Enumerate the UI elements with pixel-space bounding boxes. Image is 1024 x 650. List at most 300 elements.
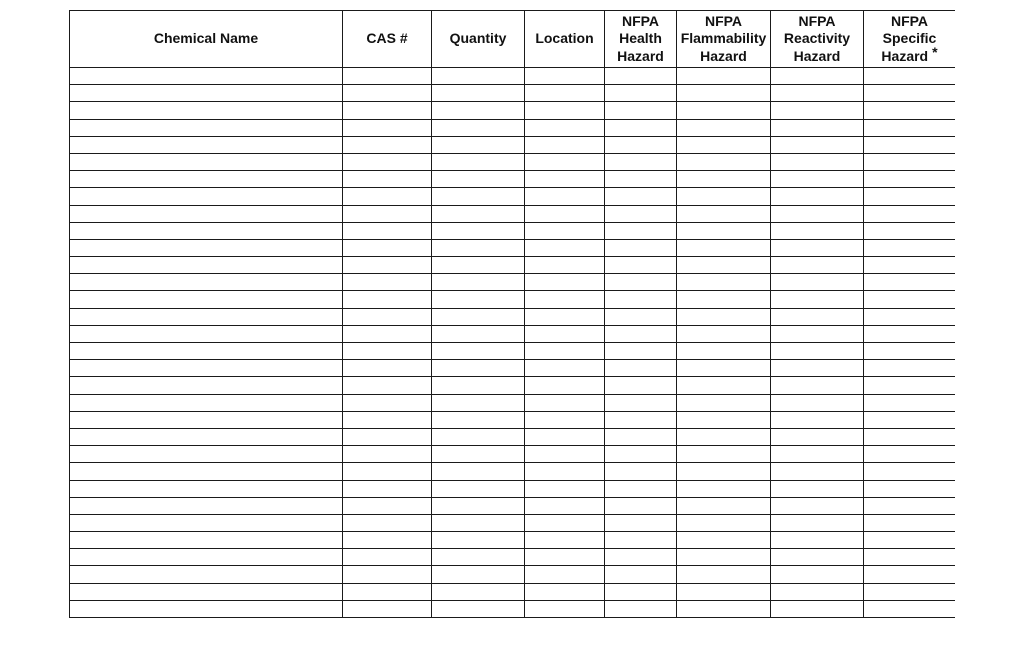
header-line: CAS # — [366, 30, 408, 47]
cell-nfpa-health[interactable] — [605, 566, 677, 583]
table-row — [70, 171, 956, 188]
cell-nfpa-reactivity[interactable] — [771, 394, 864, 411]
cell-nfpa-flammability[interactable] — [677, 205, 771, 222]
cell-quantity[interactable] — [432, 102, 525, 119]
header-line: NFPA — [890, 12, 929, 29]
cell-nfpa-health[interactable] — [605, 205, 677, 222]
cell-nfpa-reactivity[interactable] — [771, 428, 864, 445]
cell-nfpa-health[interactable] — [605, 274, 677, 291]
cell-nfpa-health[interactable] — [605, 188, 677, 205]
table-row — [70, 222, 956, 239]
table-row — [70, 308, 956, 325]
cell-location[interactable] — [525, 343, 605, 360]
cell-location[interactable] — [525, 136, 605, 153]
cell-nfpa-flammability[interactable] — [677, 360, 771, 377]
cell-nfpa-health[interactable] — [605, 446, 677, 463]
cell-nfpa-reactivity[interactable] — [771, 325, 864, 342]
cell-nfpa-flammability[interactable] — [677, 188, 771, 205]
cell-nfpa-flammability[interactable] — [677, 446, 771, 463]
cell-nfpa-specific[interactable] — [864, 222, 956, 239]
cell-nfpa-reactivity[interactable] — [771, 257, 864, 274]
cell-nfpa-flammability[interactable] — [677, 566, 771, 583]
table-row — [70, 119, 956, 136]
cell-nfpa-health[interactable] — [605, 428, 677, 445]
cell-quantity[interactable] — [432, 583, 525, 600]
cell-quantity[interactable] — [432, 239, 525, 256]
cell-nfpa-reactivity[interactable] — [771, 532, 864, 549]
cell-location[interactable] — [525, 68, 605, 85]
cell-chemical-name[interactable] — [70, 325, 343, 342]
cell-nfpa-health[interactable] — [605, 394, 677, 411]
header-line: Flammability — [680, 30, 767, 47]
cell-nfpa-reactivity[interactable] — [771, 136, 864, 153]
cell-nfpa-reactivity[interactable] — [771, 85, 864, 102]
cell-nfpa-specific[interactable] — [864, 188, 956, 205]
column-header-chemical-name — [70, 11, 343, 68]
cell-cas[interactable] — [343, 119, 432, 136]
cell-quantity[interactable] — [432, 257, 525, 274]
cell-quantity[interactable] — [432, 463, 525, 480]
cell-quantity[interactable] — [432, 343, 525, 360]
cell-chemical-name[interactable] — [70, 188, 343, 205]
cell-location[interactable] — [525, 532, 605, 549]
header-line: Quantity — [449, 30, 507, 47]
cell-nfpa-flammability[interactable] — [677, 377, 771, 394]
table-row — [70, 497, 956, 514]
cell-quantity[interactable] — [432, 308, 525, 325]
cell-nfpa-reactivity[interactable] — [771, 566, 864, 583]
cell-location[interactable] — [525, 153, 605, 170]
cell-nfpa-reactivity[interactable] — [771, 446, 864, 463]
cell-quantity[interactable] — [432, 428, 525, 445]
cell-chemical-name[interactable] — [70, 446, 343, 463]
table-row — [70, 514, 956, 531]
table-row — [70, 428, 956, 445]
cell-nfpa-reactivity[interactable] — [771, 308, 864, 325]
cell-nfpa-flammability[interactable] — [677, 394, 771, 411]
cell-location[interactable] — [525, 257, 605, 274]
cell-nfpa-flammability[interactable] — [677, 291, 771, 308]
cell-chemical-name[interactable] — [70, 205, 343, 222]
cell-location[interactable] — [525, 566, 605, 583]
cell-nfpa-health[interactable] — [605, 291, 677, 308]
table-row — [70, 188, 956, 205]
cell-cas[interactable] — [343, 325, 432, 342]
cell-nfpa-flammability[interactable] — [677, 463, 771, 480]
cell-nfpa-specific[interactable] — [864, 291, 956, 308]
cell-nfpa-specific[interactable] — [864, 205, 956, 222]
cell-nfpa-specific[interactable] — [864, 583, 956, 600]
cell-location[interactable] — [525, 119, 605, 136]
cell-nfpa-reactivity[interactable] — [771, 549, 864, 566]
cell-location[interactable] — [525, 377, 605, 394]
column-header-nfpa-reactivity-hazard — [771, 11, 864, 68]
table-row — [70, 480, 956, 497]
cell-quantity[interactable] — [432, 291, 525, 308]
cell-nfpa-health[interactable] — [605, 343, 677, 360]
cell-nfpa-flammability[interactable] — [677, 136, 771, 153]
cell-nfpa-specific[interactable] — [864, 600, 956, 617]
cell-cas[interactable] — [343, 308, 432, 325]
cell-quantity[interactable] — [432, 394, 525, 411]
cell-location[interactable] — [525, 497, 605, 514]
cell-location[interactable] — [525, 411, 605, 428]
cell-nfpa-reactivity[interactable] — [771, 188, 864, 205]
cell-nfpa-reactivity[interactable] — [771, 480, 864, 497]
cell-nfpa-flammability[interactable] — [677, 411, 771, 428]
cell-nfpa-flammability[interactable] — [677, 325, 771, 342]
cell-location[interactable] — [525, 583, 605, 600]
cell-nfpa-reactivity[interactable] — [771, 600, 864, 617]
cell-location[interactable] — [525, 463, 605, 480]
cell-cas[interactable] — [343, 497, 432, 514]
cell-cas[interactable] — [343, 480, 432, 497]
cell-nfpa-health[interactable] — [605, 325, 677, 342]
cell-nfpa-reactivity[interactable] — [771, 153, 864, 170]
cell-chemical-name[interactable] — [70, 428, 343, 445]
cell-location[interactable] — [525, 394, 605, 411]
cell-nfpa-health[interactable] — [605, 360, 677, 377]
cell-location[interactable] — [525, 274, 605, 291]
cell-nfpa-specific[interactable] — [864, 428, 956, 445]
cell-nfpa-flammability[interactable] — [677, 343, 771, 360]
cell-chemical-name[interactable] — [70, 343, 343, 360]
cell-nfpa-health[interactable] — [605, 411, 677, 428]
table-row — [70, 394, 956, 411]
cell-nfpa-health[interactable] — [605, 257, 677, 274]
cell-nfpa-reactivity[interactable] — [771, 411, 864, 428]
cell-quantity[interactable] — [432, 480, 525, 497]
cell-cas[interactable] — [343, 532, 432, 549]
cell-nfpa-specific[interactable] — [864, 136, 956, 153]
cell-quantity[interactable] — [432, 325, 525, 342]
cell-nfpa-specific[interactable] — [864, 360, 956, 377]
column-header-location — [525, 11, 605, 68]
cell-quantity[interactable] — [432, 85, 525, 102]
cell-location[interactable] — [525, 549, 605, 566]
header-line: Location — [535, 30, 594, 47]
cell-quantity[interactable] — [432, 171, 525, 188]
cell-location[interactable] — [525, 239, 605, 256]
cell-nfpa-reactivity[interactable] — [771, 514, 864, 531]
chemical-inventory-form — [69, 10, 955, 650]
cell-nfpa-health[interactable] — [605, 583, 677, 600]
cell-nfpa-flammability[interactable] — [677, 600, 771, 617]
cell-quantity[interactable] — [432, 600, 525, 617]
table-row — [70, 239, 956, 256]
cell-chemical-name[interactable] — [70, 291, 343, 308]
cell-nfpa-specific[interactable] — [864, 377, 956, 394]
cell-chemical-name[interactable] — [70, 463, 343, 480]
cell-nfpa-reactivity[interactable] — [771, 171, 864, 188]
cell-nfpa-flammability[interactable] — [677, 153, 771, 170]
table-row — [70, 600, 956, 617]
cell-nfpa-health[interactable] — [605, 119, 677, 136]
cell-nfpa-specific[interactable] — [864, 274, 956, 291]
cell-quantity[interactable] — [432, 377, 525, 394]
cell-nfpa-flammability[interactable] — [677, 497, 771, 514]
header-line: Health — [619, 30, 662, 47]
cell-nfpa-health[interactable] — [605, 222, 677, 239]
cell-nfpa-flammability[interactable] — [677, 222, 771, 239]
cell-chemical-name[interactable] — [70, 497, 343, 514]
footnote-asterisk: * — [932, 43, 938, 60]
cell-nfpa-reactivity[interactable] — [771, 119, 864, 136]
cell-chemical-name[interactable] — [70, 532, 343, 549]
cell-location[interactable] — [525, 360, 605, 377]
cell-quantity[interactable] — [432, 360, 525, 377]
cell-nfpa-specific[interactable] — [864, 102, 956, 119]
cell-cas[interactable] — [343, 102, 432, 119]
cell-quantity[interactable] — [432, 188, 525, 205]
cell-nfpa-health[interactable] — [605, 532, 677, 549]
cell-cas[interactable] — [343, 136, 432, 153]
cell-location[interactable] — [525, 171, 605, 188]
cell-nfpa-flammability[interactable] — [677, 428, 771, 445]
cell-nfpa-specific[interactable] — [864, 480, 956, 497]
cell-nfpa-health[interactable] — [605, 497, 677, 514]
cell-cas[interactable] — [343, 188, 432, 205]
cell-cas[interactable] — [343, 428, 432, 445]
cell-nfpa-reactivity[interactable] — [771, 497, 864, 514]
cell-nfpa-reactivity[interactable] — [771, 68, 864, 85]
table-row — [70, 68, 956, 85]
column-header-nfpa-health-hazard — [605, 11, 677, 68]
cell-chemical-name[interactable] — [70, 549, 343, 566]
cell-nfpa-flammability[interactable] — [677, 239, 771, 256]
cell-cas[interactable] — [343, 205, 432, 222]
cell-chemical-name[interactable] — [70, 85, 343, 102]
cell-cas[interactable] — [343, 514, 432, 531]
cell-cas[interactable] — [343, 222, 432, 239]
cell-cas[interactable] — [343, 411, 432, 428]
cell-nfpa-health[interactable] — [605, 514, 677, 531]
cell-nfpa-specific[interactable] — [864, 566, 956, 583]
cell-cas[interactable] — [343, 274, 432, 291]
header-line: Hazard — [700, 47, 747, 64]
cell-nfpa-flammability[interactable] — [677, 532, 771, 549]
cell-nfpa-flammability[interactable] — [677, 514, 771, 531]
cell-cas[interactable] — [343, 583, 432, 600]
cell-nfpa-specific[interactable] — [864, 257, 956, 274]
cell-chemical-name[interactable] — [70, 257, 343, 274]
cell-nfpa-reactivity[interactable] — [771, 102, 864, 119]
cell-quantity[interactable] — [432, 411, 525, 428]
cell-chemical-name[interactable] — [70, 308, 343, 325]
cell-chemical-name[interactable] — [70, 377, 343, 394]
cell-location[interactable] — [525, 600, 605, 617]
cell-chemical-name[interactable] — [70, 411, 343, 428]
cell-location[interactable] — [525, 308, 605, 325]
cell-nfpa-reactivity[interactable] — [771, 583, 864, 600]
cell-nfpa-health[interactable] — [605, 171, 677, 188]
cell-quantity[interactable] — [432, 549, 525, 566]
cell-nfpa-reactivity[interactable] — [771, 343, 864, 360]
cell-cas[interactable] — [343, 394, 432, 411]
cell-nfpa-flammability[interactable] — [677, 68, 771, 85]
cell-quantity[interactable] — [432, 153, 525, 170]
cell-chemical-name[interactable] — [70, 360, 343, 377]
header-line: Hazard — [617, 47, 664, 64]
cell-nfpa-reactivity[interactable] — [771, 205, 864, 222]
cell-nfpa-health[interactable] — [605, 68, 677, 85]
cell-chemical-name[interactable] — [70, 136, 343, 153]
cell-chemical-name[interactable] — [70, 68, 343, 85]
cell-nfpa-flammability[interactable] — [677, 102, 771, 119]
cell-nfpa-reactivity[interactable] — [771, 222, 864, 239]
cell-nfpa-specific[interactable] — [864, 239, 956, 256]
table-row — [70, 274, 956, 291]
cell-nfpa-specific[interactable] — [864, 411, 956, 428]
cell-nfpa-specific[interactable] — [864, 308, 956, 325]
cell-quantity[interactable] — [432, 532, 525, 549]
cell-quantity[interactable] — [432, 136, 525, 153]
cell-cas[interactable] — [343, 377, 432, 394]
cell-location[interactable] — [525, 446, 605, 463]
table-row — [70, 153, 956, 170]
cell-nfpa-reactivity[interactable] — [771, 377, 864, 394]
cell-cas[interactable] — [343, 171, 432, 188]
cell-nfpa-specific[interactable] — [864, 532, 956, 549]
cell-nfpa-specific[interactable] — [864, 343, 956, 360]
cell-nfpa-health[interactable] — [605, 102, 677, 119]
cell-nfpa-specific[interactable] — [864, 85, 956, 102]
column-header-nfpa-flammability-hazard — [677, 11, 771, 68]
cell-location[interactable] — [525, 188, 605, 205]
cell-cas[interactable] — [343, 360, 432, 377]
cell-location[interactable] — [525, 205, 605, 222]
cell-chemical-name[interactable] — [70, 600, 343, 617]
cell-nfpa-specific[interactable] — [864, 68, 956, 85]
cell-cas[interactable] — [343, 257, 432, 274]
cell-nfpa-health[interactable] — [605, 136, 677, 153]
cell-quantity[interactable] — [432, 222, 525, 239]
cell-nfpa-specific[interactable] — [864, 394, 956, 411]
cell-chemical-name[interactable] — [70, 171, 343, 188]
cell-nfpa-flammability[interactable] — [677, 171, 771, 188]
cell-location[interactable] — [525, 85, 605, 102]
cell-nfpa-health[interactable] — [605, 308, 677, 325]
cell-chemical-name[interactable] — [70, 514, 343, 531]
cell-cas[interactable] — [343, 291, 432, 308]
cell-quantity[interactable] — [432, 497, 525, 514]
cell-cas[interactable] — [343, 239, 432, 256]
cell-quantity[interactable] — [432, 514, 525, 531]
cell-nfpa-reactivity[interactable] — [771, 274, 864, 291]
cell-chemical-name[interactable] — [70, 119, 343, 136]
cell-nfpa-specific[interactable] — [864, 325, 956, 342]
table-row — [70, 136, 956, 153]
cell-nfpa-flammability[interactable] — [677, 480, 771, 497]
cell-nfpa-health[interactable] — [605, 549, 677, 566]
cell-chemical-name[interactable] — [70, 394, 343, 411]
cell-nfpa-reactivity[interactable] — [771, 239, 864, 256]
cell-quantity[interactable] — [432, 274, 525, 291]
cell-cas[interactable] — [343, 85, 432, 102]
cell-nfpa-health[interactable] — [605, 600, 677, 617]
cell-nfpa-flammability[interactable] — [677, 308, 771, 325]
cell-nfpa-reactivity[interactable] — [771, 291, 864, 308]
table-row — [70, 377, 956, 394]
cell-nfpa-specific[interactable] — [864, 171, 956, 188]
header-line: Hazard — [793, 47, 841, 64]
table-row — [70, 291, 956, 308]
cell-nfpa-specific[interactable] — [864, 119, 956, 136]
cell-chemical-name[interactable] — [70, 274, 343, 291]
cell-cas[interactable] — [343, 463, 432, 480]
cell-location[interactable] — [525, 222, 605, 239]
cell-nfpa-health[interactable] — [605, 463, 677, 480]
cell-nfpa-reactivity[interactable] — [771, 360, 864, 377]
cell-location[interactable] — [525, 102, 605, 119]
table-row — [70, 205, 956, 222]
cell-cas[interactable] — [343, 153, 432, 170]
cell-quantity[interactable] — [432, 68, 525, 85]
cell-quantity[interactable] — [432, 119, 525, 136]
cell-quantity[interactable] — [432, 205, 525, 222]
cell-location[interactable] — [525, 428, 605, 445]
cell-location[interactable] — [525, 325, 605, 342]
cell-cas[interactable] — [343, 446, 432, 463]
cell-chemical-name[interactable] — [70, 222, 343, 239]
cell-cas[interactable] — [343, 343, 432, 360]
cell-nfpa-reactivity[interactable] — [771, 463, 864, 480]
cell-cas[interactable] — [343, 68, 432, 85]
cell-nfpa-specific[interactable] — [864, 549, 956, 566]
cell-nfpa-flammability[interactable] — [677, 549, 771, 566]
table-row — [70, 343, 956, 360]
cell-quantity[interactable] — [432, 446, 525, 463]
cell-chemical-name[interactable] — [70, 480, 343, 497]
cell-nfpa-specific[interactable] — [864, 153, 956, 170]
cell-cas[interactable] — [343, 549, 432, 566]
header-line-text: Hazard — [881, 47, 929, 64]
cell-nfpa-health[interactable] — [605, 239, 677, 256]
cell-nfpa-flammability[interactable] — [677, 274, 771, 291]
cell-nfpa-health[interactable] — [605, 153, 677, 170]
cell-location[interactable] — [525, 480, 605, 497]
header-line: NFPA — [798, 12, 836, 29]
cell-nfpa-flammability[interactable] — [677, 85, 771, 102]
cell-nfpa-flammability[interactable] — [677, 257, 771, 274]
cell-chemical-name[interactable] — [70, 153, 343, 170]
cell-chemical-name[interactable] — [70, 239, 343, 256]
cell-cas[interactable] — [343, 566, 432, 583]
cell-nfpa-health[interactable] — [605, 480, 677, 497]
cell-nfpa-specific[interactable] — [864, 497, 956, 514]
cell-cas[interactable] — [343, 600, 432, 617]
cell-nfpa-health[interactable] — [605, 377, 677, 394]
table-row — [70, 360, 956, 377]
table-header-row — [70, 11, 956, 68]
cell-nfpa-specific[interactable] — [864, 463, 956, 480]
cell-chemical-name[interactable] — [70, 102, 343, 119]
cell-location[interactable] — [525, 514, 605, 531]
cell-chemical-name[interactable] — [70, 583, 343, 600]
cell-location[interactable] — [525, 291, 605, 308]
cell-chemical-name[interactable] — [70, 566, 343, 583]
cell-nfpa-flammability[interactable] — [677, 119, 771, 136]
table-row — [70, 463, 956, 480]
header-line: NFPA — [621, 12, 660, 29]
cell-nfpa-specific[interactable] — [864, 446, 956, 463]
table-row — [70, 257, 956, 274]
cell-quantity[interactable] — [432, 566, 525, 583]
cell-nfpa-specific[interactable] — [864, 514, 956, 531]
column-header-nfpa-specific-hazard — [864, 11, 956, 68]
cell-nfpa-health[interactable] — [605, 85, 677, 102]
cell-nfpa-flammability[interactable] — [677, 583, 771, 600]
